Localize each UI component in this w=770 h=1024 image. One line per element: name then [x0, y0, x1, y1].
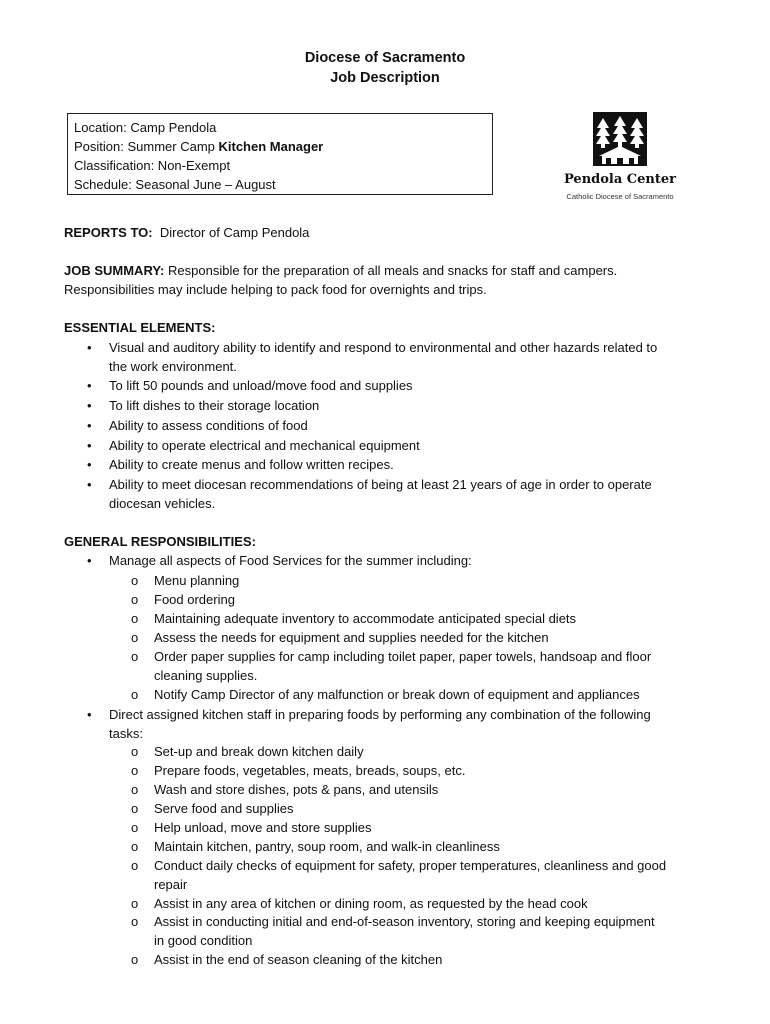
schedule-line: Schedule: Seasonal June – August — [74, 177, 276, 192]
bullet-symbol: • — [87, 340, 92, 355]
sub-bullet-symbol: o — [131, 573, 139, 588]
job-info-box — [67, 113, 493, 195]
sub-bullet-symbol: o — [131, 592, 139, 607]
sub-bullet-symbol: o — [131, 782, 139, 797]
sub-item: Serve food and supplies — [154, 801, 294, 816]
sub-item: Help unload, move and store supplies — [154, 820, 372, 835]
bullet-symbol: • — [87, 418, 92, 433]
sub-item-cont: in good condition — [154, 933, 253, 948]
sub-item: Conduct daily checks of equipment for safety, proper temperatures, cleanliness and good — [154, 858, 667, 873]
essential-item-cont: diocesan vehicles. — [109, 496, 216, 511]
job-summary-line2: Responsibilities may include helping to pack food for overnights and trips. — [64, 282, 487, 297]
sub-item: Notify Camp Director of any malfunction or break down of equipment and appliances — [154, 687, 640, 702]
sub-bullet-symbol: o — [131, 896, 139, 911]
sub-bullet-symbol: o — [131, 744, 139, 759]
sub-item: Assist in conducting initial and end-of-season inventory, storing and keeping equipment — [154, 914, 655, 929]
reports-to-value: Director of Camp Pendola — [159, 225, 310, 240]
sub-bullet-symbol: o — [131, 839, 139, 854]
job-summary-label: JOB SUMMARY: — [64, 263, 165, 278]
document-subtitle: Job Description — [330, 70, 440, 86]
logo-subtitle: Catholic Diocese of Sacramento — [566, 192, 674, 201]
reports-to-label: REPORTS TO: — [64, 225, 153, 240]
bullet-symbol: • — [87, 378, 92, 393]
essential-item: To lift 50 pounds and unload/move food and supplies — [109, 378, 413, 393]
sub-item: Assess the needs for equipment and supplies needed for the kitchen — [154, 630, 549, 645]
sub-item: Menu planning — [154, 573, 240, 588]
essential-item: Ability to meet diocesan recommendations of being at least 21 years of age in order to operate — [109, 477, 652, 492]
sub-bullet-symbol: o — [131, 952, 139, 967]
bullet-symbol: • — [87, 438, 92, 453]
sub-bullet-symbol: o — [131, 687, 139, 702]
position-line — [74, 137, 486, 156]
sub-bullet-symbol: o — [131, 649, 139, 664]
general-bullet-1: Manage all aspects of Food Services for the summer including: — [109, 553, 472, 568]
sub-item-cont: repair — [154, 877, 188, 892]
sub-item-cont: cleaning supplies. — [154, 668, 258, 683]
general-bullet-2: Direct assigned kitchen staff in preparing foods by performing any combination of the following — [109, 707, 651, 722]
location-line: Location: Camp Pendola — [74, 120, 217, 135]
essential-item: Ability to operate electrical and mechanical equipment — [109, 438, 420, 453]
pendola-center-logo — [556, 112, 684, 204]
sub-item: Prepare foods, vegetables, meats, breads, soups, etc. — [154, 763, 466, 778]
essential-item: Visual and auditory ability to identify and respond to environmental and other hazards related to — [109, 340, 658, 355]
sub-bullet-symbol: o — [131, 914, 139, 929]
logo-name: Pendola Center — [564, 172, 676, 187]
sub-item: Maintaining adequate inventory to accommodate anticipated special diets — [154, 611, 577, 626]
sub-bullet-symbol: o — [131, 630, 139, 645]
sub-bullet-symbol: o — [131, 801, 139, 816]
job-summary — [64, 263, 617, 278]
bullet-symbol: • — [87, 457, 92, 472]
essential-item: Ability to assess conditions of food — [109, 418, 308, 433]
sub-item: Wash and store dishes, pots & pans, and utensils — [154, 782, 439, 797]
pine-trees-house-icon — [593, 112, 647, 166]
general-bullet-2-cont: tasks: — [109, 726, 143, 741]
sub-bullet-symbol: o — [131, 858, 139, 873]
job-summary-line1: Responsible for the preparation of all meals and snacks for staff and campers. — [168, 263, 618, 278]
sub-item: Assist in any area of kitchen or dining room, as requested by the head cook — [154, 896, 588, 911]
sub-bullet-symbol: o — [131, 763, 139, 778]
general-heading: GENERAL RESPONSIBILITIES: — [64, 534, 256, 549]
bullet-symbol: • — [87, 553, 92, 568]
sub-bullet-symbol: o — [131, 611, 139, 626]
sub-item: Maintain kitchen, pantry, soup room, and walk-in cleanliness — [154, 839, 500, 854]
essential-item: To lift dishes to their storage location — [109, 398, 320, 413]
reports-to — [64, 225, 309, 240]
essential-item: Ability to create menus and follow written recipes. — [109, 457, 394, 472]
essential-item-cont: the work environment. — [109, 359, 237, 374]
bullet-symbol: • — [87, 398, 92, 413]
document-title: Diocese of Sacramento — [304, 50, 466, 66]
position-title: Kitchen Manager — [218, 139, 324, 154]
position-prefix: Position: Summer Camp — [74, 139, 219, 154]
sub-item: Order paper supplies for camp including toilet paper, paper towels, handsoap and floor — [154, 649, 652, 664]
classification-line: Classification: Non-Exempt — [74, 158, 231, 173]
sub-item: Food ordering — [154, 592, 235, 607]
sub-item: Assist in the end of season cleaning of the kitchen — [154, 952, 443, 967]
bullet-symbol: • — [87, 477, 92, 492]
sub-item: Set-up and break down kitchen daily — [154, 744, 364, 759]
sub-bullet-symbol: o — [131, 820, 139, 835]
essential-heading: ESSENTIAL ELEMENTS: — [64, 320, 216, 335]
bullet-symbol: • — [87, 707, 92, 722]
